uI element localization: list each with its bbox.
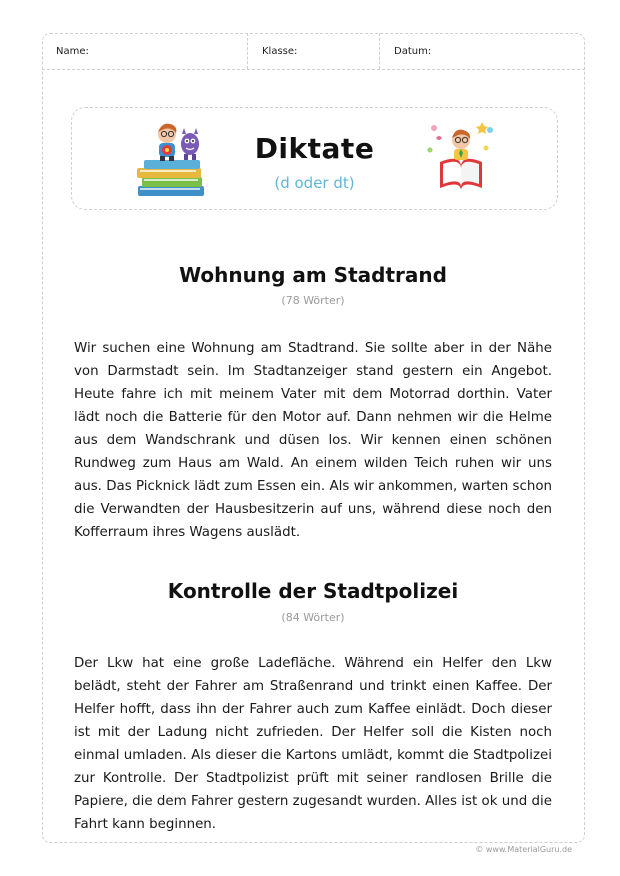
kids-on-books-icon [134, 120, 210, 200]
class-field[interactable] [248, 33, 380, 69]
class-label: Klasse: [262, 46, 298, 57]
section-text-2: Der Lkw hat eine große Ladefläche. Während ein Helfer den Lkw belädt, steht der Fahrer am Straßenrand und trinkt einen Kaffee. Der Helfer hofft, dass ihn der Fahrer auch zum Kaffee einlädt. Doch dieser ist mit der Ladung nicht zufrieden. Der Helfer soll die Kisten noch einmal umladen. Als dieser die Kartons umlädt, kommt die Stadtpolizei zur Kontrolle. Der Stadtpolizist prüft mit seiner randlosen Brille die Papiere, die dem Fahrer gestern zugesandt wurden. Alles ist ok und die Fahrt kann beginnen. [74, 656, 552, 832]
copyright-note: © www.MaterialGuru.de [475, 845, 572, 854]
header-row [42, 33, 585, 70]
section-title-1: Wohnung am Stadtrand [179, 263, 447, 287]
date-label: Datum: [394, 46, 432, 57]
page-title: Diktate [254, 132, 375, 165]
name-label: Name: [56, 46, 89, 57]
page-subtitle: (d oder dt) [274, 174, 355, 192]
section-title-2: Kontrolle der Stadtpolizei [167, 579, 459, 603]
section-word-count-2: (84 Wörter) [281, 611, 345, 624]
name-field[interactable] [42, 33, 248, 69]
section-word-count-1: (78 Wörter) [281, 294, 345, 307]
section-text-1: Wir suchen eine Wohnung am Stadtrand. Sie sollte aber in der Nähe von Darmstadt sein. Im Stadtanzeiger stand gestern ein Angebot. Heute fahre ich mit meinem Vater mit dem Motorrad dorthin. Vater lädt noch die Batterie für den Motor auf. Dann nehmen wir die Helme aus dem Wandschrank und düsen los. Wir kennen einen schönen Rundweg zum Haus am Wald. An einem wilden Teich ruhen wir uns aus. Das Picknick lädt zum Essen ein. Als wir ankommen, warten schon die Verwandten der Hausbesitzerin auf uns, während diese noch den Kofferraum ihres Wagens auslädt. [74, 341, 552, 540]
kid-reading-book-icon [420, 118, 502, 196]
date-field[interactable] [380, 33, 585, 69]
